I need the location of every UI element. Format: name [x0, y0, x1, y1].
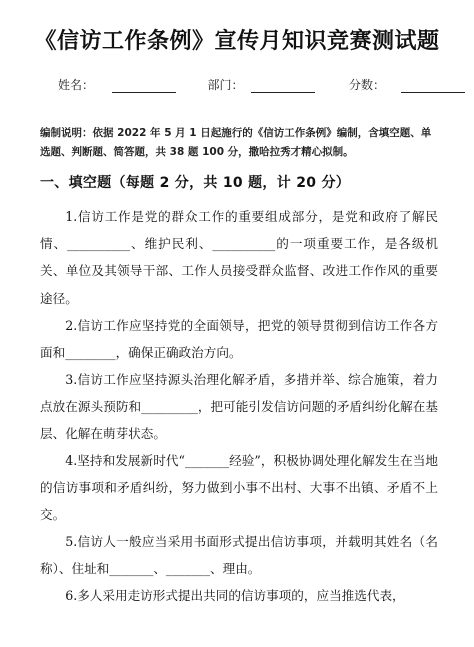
question-5: 5.信访人一般应当采用书面形式提出信访事项，并载明其姓名（名称）、住址和_______、_______、理由。 [40, 534, 438, 577]
question-4: 4.坚持和发展新时代“_______经验”，积极协调处理化解发生在当地的信访事项和矛盾纠纷，努力做到小事不出村、大事不出镇、矛盾不上交。 [40, 453, 438, 523]
page-title: 《信访工作条例》宣传月知识竞赛测试题 [34, 29, 440, 54]
question-6: 6.多人采用走访形式提出共同的信访事项的，应当推选代表， [65, 588, 405, 603]
score-field[interactable] [401, 80, 465, 93]
name-field[interactable] [112, 80, 176, 93]
question-2: 2.信访工作应坚持党的全面领导，把党的领导贯彻到信访工作各方面和________，确保正确政治方向。 [40, 318, 438, 361]
info-row [58, 76, 465, 93]
section-title: 一、填空题（每题 2 分，共 10 题，计 20 分） [40, 175, 351, 191]
dept-label: 部门： [207, 78, 244, 92]
dept-field[interactable] [251, 80, 315, 93]
question-3: 3.信访工作应坚持源头治理化解矛盾，多措并举、综合施策，着力点放在源头预防和_________，把可能引发信访问题的矛盾纠纷化解在基层、化解在萌芽状态。 [40, 372, 438, 442]
score-label: 分数： [348, 78, 385, 92]
compilation-note: 编制说明：依据 2022 年 5 月 1 日起施行的《信访工作条例》编制，含填空题、单选题、判断题、简答题，共 38 题 100 分，撒哈拉秀才精心拟制。 [40, 127, 432, 158]
name-label: 姓名： [58, 78, 95, 92]
question-1: 1.信访工作是党的群众工作的重要组成部分，是党和政府了解民情、__________、维护民利、__________的一项重要工作，是各级机关、单位及其领导干部、工作人员接受群众监督、改进工作作风的重要途径。 [40, 209, 438, 306]
